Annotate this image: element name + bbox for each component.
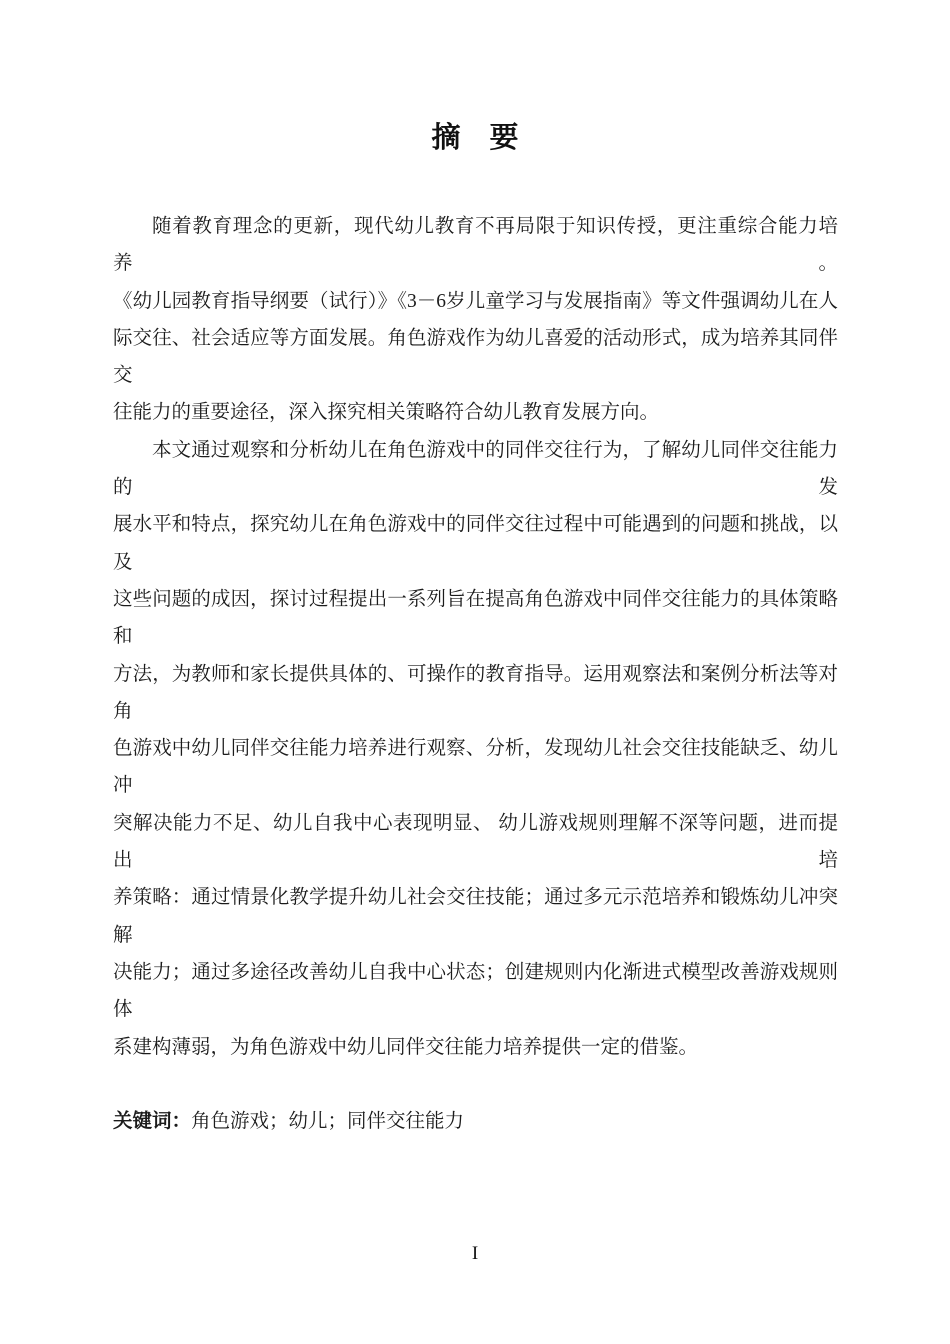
keywords-label: 关键词：	[113, 1109, 192, 1132]
abstract-line: 展水平和特点，探究幼儿在角色游戏中的同伴交往过程中可能遇到的问题和挑战，以及	[113, 514, 838, 573]
abstract-line: 养策略：通过情景化教学提升幼儿社会交往技能；通过多元示范培养和锻炼幼儿冲突解	[113, 887, 838, 946]
abstract-line: 色游戏中幼儿同伴交往能力培养进行观察、分析，发现幼儿社会交往技能缺乏、幼儿冲	[113, 738, 838, 797]
abstract-line: 系建构薄弱，为角色游戏中幼儿同伴交往能力培养提供一定的借鉴。	[113, 1036, 699, 1058]
abstract-text	[113, 208, 838, 1066]
abstract-line: 突解决能力不足、幼儿自我中心表现明显、 幼儿游戏规则理解不深等问题，进而提出培	[113, 812, 838, 872]
abstract-line: 随着教育理念的更新，现代幼儿教育不再局限于知识传授，更注重综合能力培养。	[113, 216, 838, 275]
abstract-line: 《幼儿园教育指导纲要（试行）》《3－6岁儿童学习与发展指南》等文件强调幼儿在人	[113, 290, 838, 312]
abstract-line: 际交往、社会适应等方面发展。角色游戏作为幼儿喜爱的活动形式，成为培养其同伴交	[113, 327, 838, 387]
abstract-line: 方法，为教师和家长提供具体的、可操作的教育指导。运用观察法和案例分析法等对角	[113, 663, 838, 722]
page-title: 摘 要	[431, 122, 519, 154]
keywords-value: 角色游戏；幼儿；同伴交往能力	[191, 1110, 465, 1132]
abstract-line: 往能力的重要途径，深入探究相关策略符合幼儿教育发展方向。	[113, 402, 660, 424]
keywords-line	[113, 1103, 838, 1140]
abstract-line: 决能力；通过多途径改善幼儿自我中心状态；创建规则内化渐进式模型改善游戏规则体	[113, 961, 838, 1021]
page-number: I	[471, 1243, 479, 1264]
abstract-line: 本文通过观察和分析幼儿在角色游戏中的同伴交往行为，了解幼儿同伴交往能力的发	[113, 439, 838, 499]
abstract-line: 这些问题的成因，探讨过程提出一系列旨在提高角色游戏中同伴交往能力的具体策略和	[113, 588, 838, 648]
